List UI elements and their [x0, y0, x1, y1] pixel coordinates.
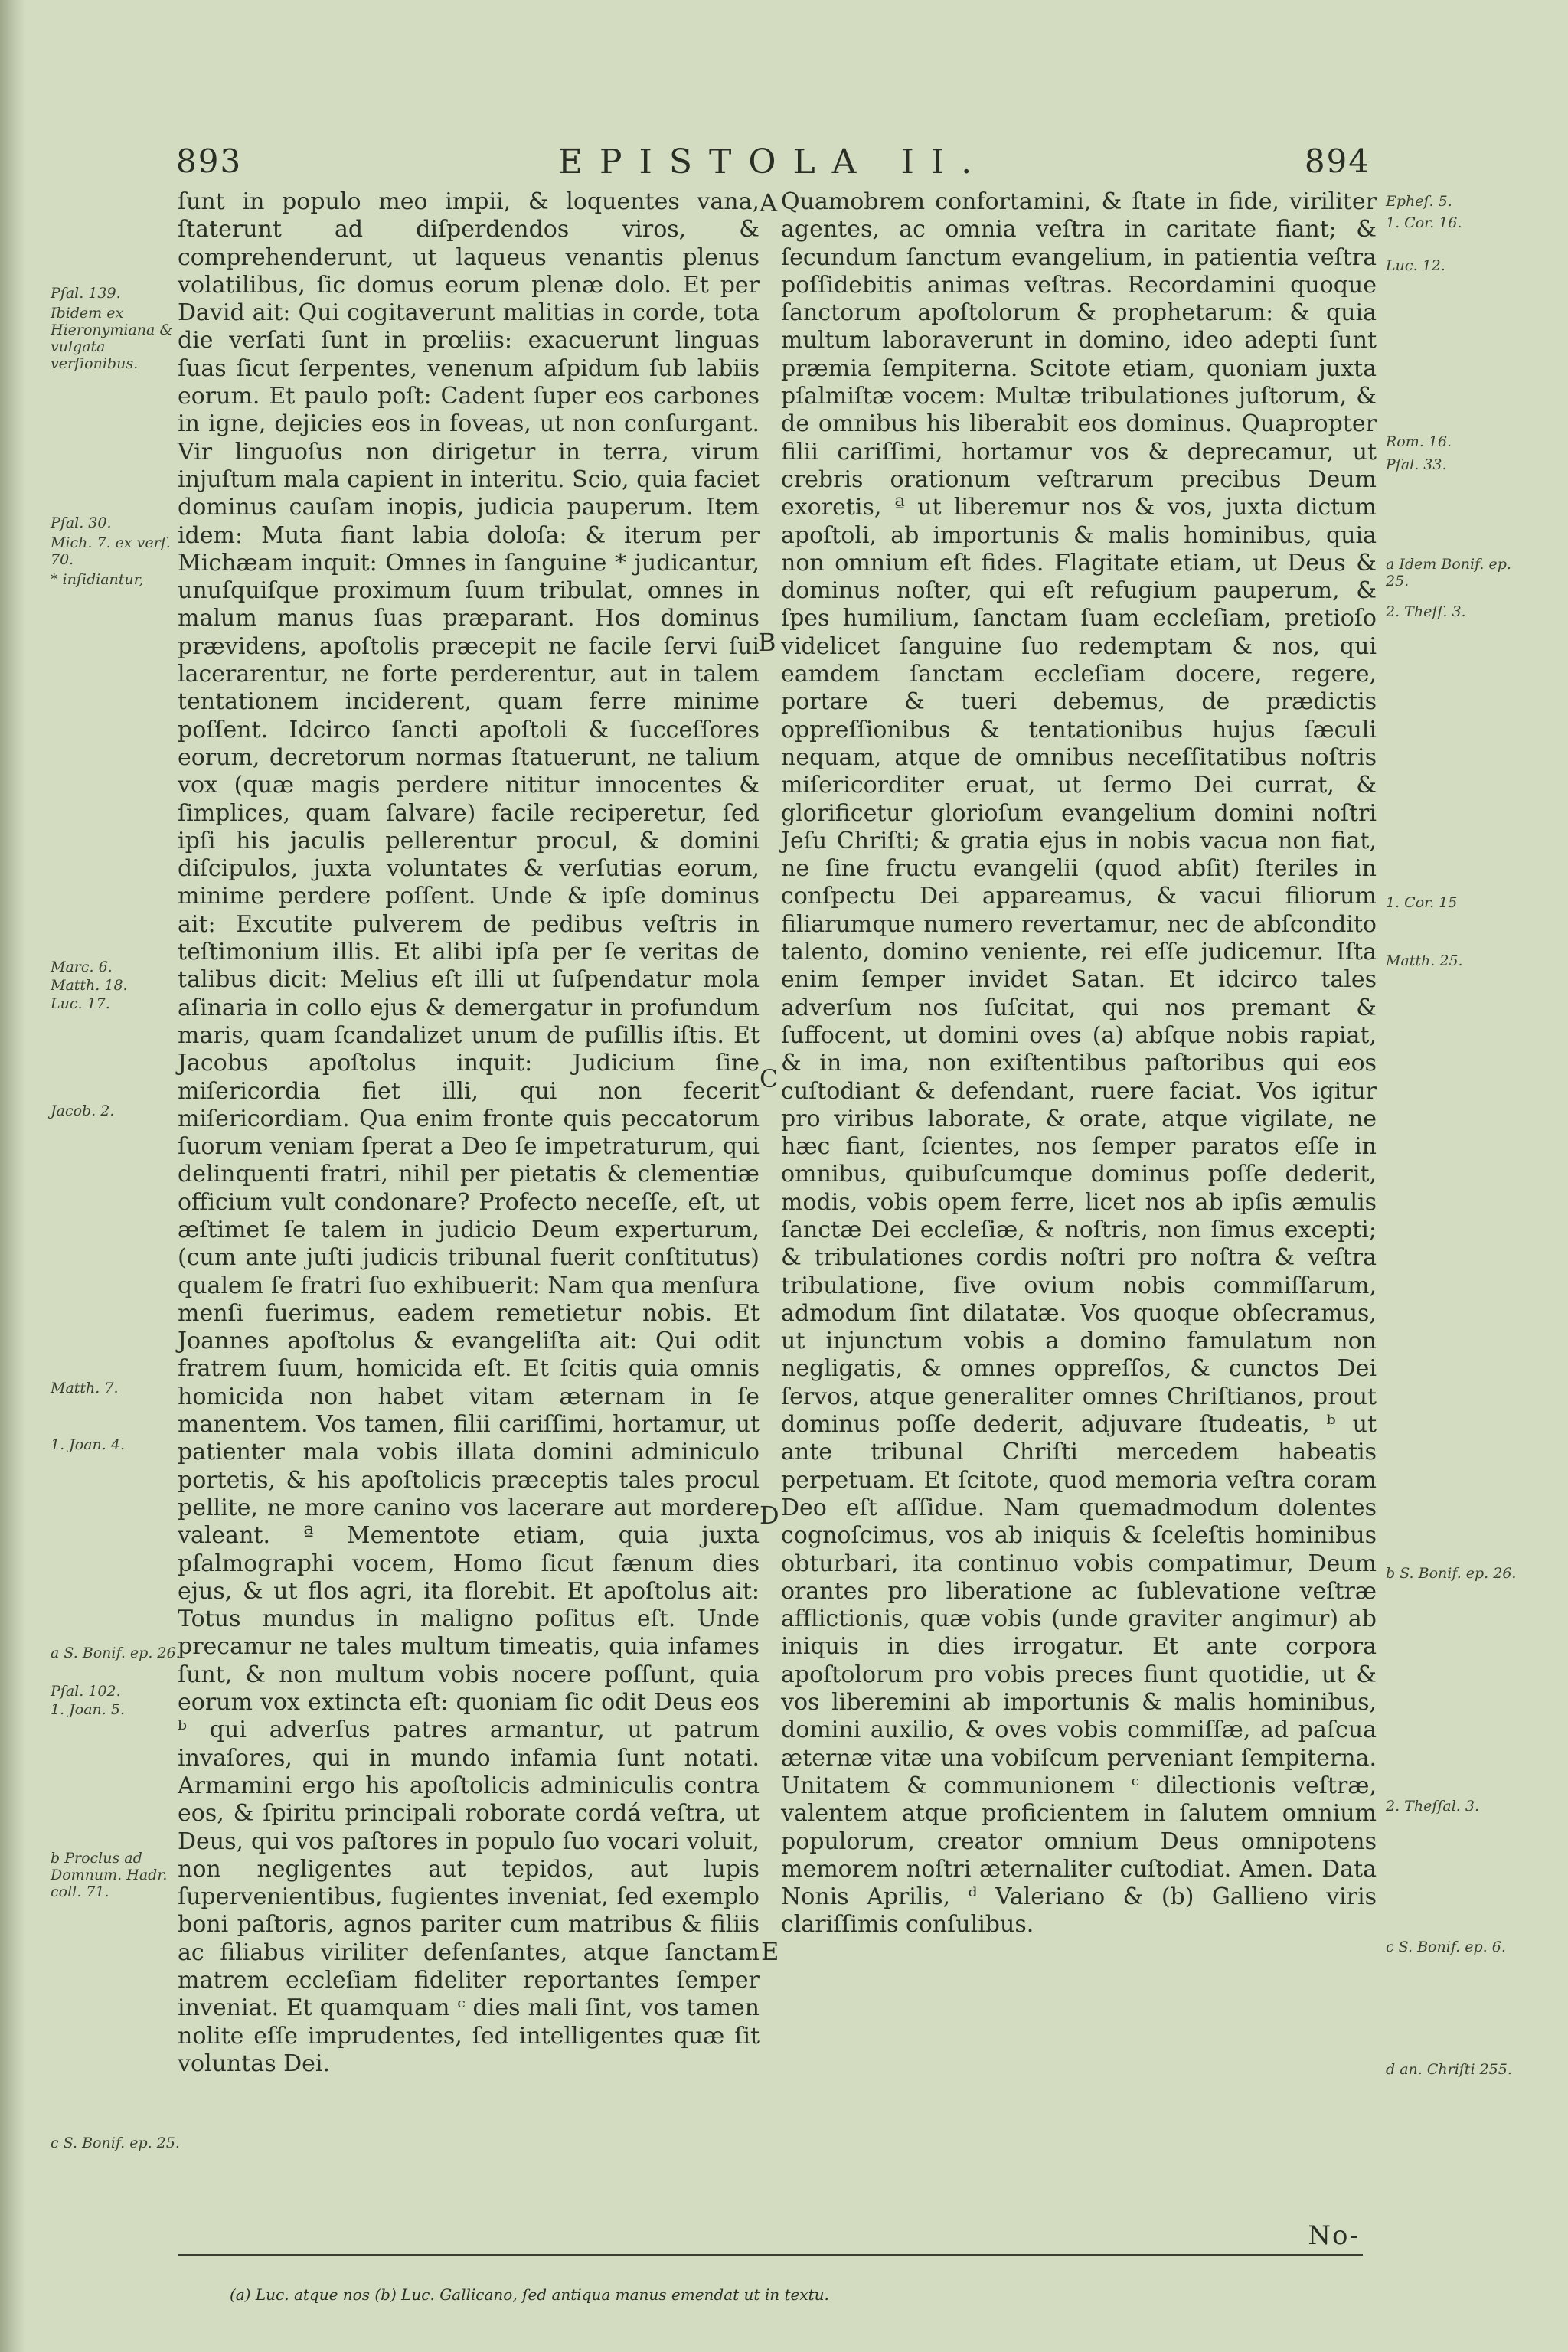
right-column-text: Quamobrem confortamini, & ſtate in fide, viriliter agentes, ac omnia veſtra in caritate fiant; & ſecundum ſanctum evangelium, in patientia veſtra poſſidebitis animas veſtras. Recordamini quoque ſanctorum apoſtolorum & prophetarum: & quia multum laboraverunt in domino, ideo adepti ſunt præmia ſempiterna. Scitote etiam, quoniam juxta pſalmiſtæ vocem: Multæ tribulationes juſtorum, & de omnibus his liberabit eos dominus. Quapropter filii cariſſimi, hortamur vos & deprecamur, ut crebris orationum veſtrarum precibus Deum exoretis, ª ut liberemur nos & vos, juxta dictum apoſtoli, ab importunis & malis hominibus, quia non omnium eſt fides. Flagitate etiam, ut Deus & dominus noſter, qui eſt refugium pauperum, & ſpes humilium, ſanctam ſuam eccleſiam, pretioſo videlicet ſanguine ſuo redemptam & nos, qui eamdem ſanctam eccleſiam docere, regere, portare & tueri debemus, de prædictis oppreſſionibus & tentationibus hujus ſæculi nequam, atque de omnibus neceſſitatibus noſtris miſericorditer eruat, ut ſermo Dei currat, & glorificetur glorioſum evangelium domini noſtri Jeſu Chriſti; & gratia ejus in nobis vacua non fiat, ne ſine fructu evangelii (quod abſit) ſteriles in conſpectu Dei appareamus, & vacui filiorum filiarumque numero revertamur, nec de abſcondito talento, domino veniente, rei eſſe judicemur. Iſta enim ſemper invidet Satan. Et idcirco tales adverſum nos ſuſcitat, qui nos premant & ſuffocent, ut domini oves (a) abſque nobis rapiat, & in ima, non exiſtentibus paſtoribus qui eos cuſtodiant & defendant, ruere faciat. Vos igitur pro viribus laborate, & orate, atque vigilate, ne hæc fiant, ſcientes, nos ſemper paratos eſſe in omnibus, quibuſcumque dominus poſſe dederit, modis, vobis opem ferre, licet nos ab ipſis æmulis ſanctæ Dei eccleſiæ, & noſtris, non ſimus excepti; & tribulationes cordis noſtri pro noſtra & veſtra tribulatione, ſive ovium nobis commiſſarum, admodum ſint dilatatæ. Vos quoque obſecramus, ut injunctum vobis a domino famulatum non negligatis, & omnes oppreſſos, & cunctos Dei ſervos, atque generaliter omnes Chriſtianos, prout dominus poſſe dederit, adjuvare ſtudeatis, ᵇ ut ante tribunal Chriſti mercedem habeatis perpetuam. Et ſcitote, quod memoria veſtra coram Deo eſt aſſidue. Nam quemadmodum dolentes cognoſcimus, vos ab iniquis & ſceleſtis hominibus obturbari, ita continuo vobis compatimur, Deum orantes pro liberatione ac ſublevatione veſtræ afflictionis, quæ vobis (unde graviter angimur) ab iniquis in dies irrogatur. Et ante corpora apoſtolorum pro vobis preces fiunt quotidie, ut & vos liberemini ab importunis & malis hominibus, domini auxilio, & oves vobis commiſſæ, ad paſcua æternæ vitæ una vobiſcum perveniant ſempiterna. Unitatem & communionem ᶜ dilectionis veſtræ, valentem atque proficientem in ſalutem omnium populorum, creator omnium Deus omnipotens memorem noſtri æternaliter cuſtodiat. Amen. Data Nonis Aprilis, ᵈ Valeriano & (b) Gallieno viris clariſſimis conſulibus. [781, 188, 1377, 1939]
margin-note-left: Jacob. 2. [51, 1102, 115, 1119]
margin-note-right: Epheſ. 5. [1386, 193, 1452, 210]
margin-note-left: Matth. 18. [51, 977, 128, 994]
section-letter-d: D [760, 1501, 779, 1530]
margin-note-right: 1. Cor. 15 [1386, 894, 1458, 911]
margin-note-left: Mich. 7. ex verſ. 70. [51, 534, 171, 568]
margin-note-left: c S. Bonif. ep. 25. [51, 2135, 180, 2151]
margin-note-right: 2. Theſſal. 3. [1386, 1798, 1479, 1815]
margin-note-left: * inſidiantur, [51, 571, 144, 588]
page-number-right: 894 [1304, 142, 1370, 180]
margin-note-left: 1. Joan. 4. [51, 1436, 125, 1453]
margin-note-left: Marc. 6. [51, 959, 113, 975]
margin-note-left: Pſal. 139. [51, 285, 121, 302]
running-header [176, 142, 1370, 188]
margin-note-right: b S. Bonif. ep. 26. [1386, 1565, 1517, 1582]
margin-note-right: c S. Bonif. ep. 6. [1386, 1939, 1506, 1955]
margin-note-left: Ibidem ex Hieronymiana & vulgata verſionibus. [51, 305, 173, 372]
margin-note-left: Matth. 7. [51, 1380, 119, 1396]
margin-note-right: 1. Cor. 16. [1386, 214, 1462, 231]
margin-note-right: Luc. 12. [1386, 257, 1446, 274]
margin-note-left: 1. Joan. 5. [51, 1701, 125, 1718]
page-number-left: 893 [176, 142, 243, 180]
section-letter-c: C [760, 1064, 779, 1093]
left-column [178, 188, 760, 2078]
margin-note-left: Pſal. 102. [51, 1683, 121, 1700]
catchword: No- [1308, 2220, 1360, 2251]
left-column-text: ſunt in populo meo impii, & loquentes vana, ſtaterunt ad diſperdendos viros, & comprehenderunt, ut laqueus venantis plenus volatilibus, ſic domus eorum plenæ dolo. Et per David ait: Qui cogitaverunt malitias in corde, tota die verſati ſunt in prœliis: exacuerunt linguas ſuas ſicut ſerpentes, venenum aſpidum ſub labiis eorum. Et paulo poſt: Cadent ſuper eos carbones in igne, dejicies eos in foveas, ut non conſurgant. Vir linguoſus non dirigetur in terra, virum injuſtum mala capient in interitu. Scio, quia faciet dominus cauſam inopis, judicia pauperum. Item idem: Muta fiant labia doloſa: & iterum per Michæam inquit: Omnes in ſanguine * judicantur, unuſquiſque proximum ſuum tribulat, omnes in malum manus ſuas præparant. Hos dominus prævidens, apoſtolis præcepit ne facile ſervi ſui lacerarentur, ne forte perderentur, aut in talem tentationem inciderent, quam ferre minime poſſent. Idcirco ſancti apoſtoli & ſucceſſores eorum, decretorum normas ſtatuerunt, ne talium vox (quæ magis perdere nititur innocentes & ſimplices, quam ſalvare) facile reciperetur, ſed ipſi his jaculis pellerentur procul, & domini diſcipulos, juxta voluntates & verſutias eorum, minime perdere poſſent. Unde & ipſe dominus ait: Excutite pulverem de pedibus veſtris in teſtimonium illis. Et alibi ipſa per ſe veritas de talibus dicit: Melius eſt illi ut ſuſpendatur mola aſinaria in collo ejus & demergatur in profundum maris, quam ſcandalizet unum de puſillis iſtis. Et Jacobus apoſtolus inquit: Judicium ſine miſericordia fiet illi, qui non fecerit miſericordiam. Qua enim fronte quis peccatorum ſuorum veniam ſperat a Deo ſe impetraturum, qui delinquenti fratri, nihil per pietatis & clementiæ officium vult condonare? Profecto neceſſe, eſt, ut æſtimet ſe talem in judicio Deum experturum, (cum ante juſti judicis tribunal fuerit conſtitutus) qualem ſe fratri ſuo exhibuerit: Nam qua menſura menſi fuerimus, eadem remetietur nobis. Et Joannes apoſtolus & evangeliſta ait: Qui odit fratrem ſuum, homicida eſt. Et ſcitis quia omnis homicida non habet vitam æternam in ſe manentem. Vos tamen, filii cariſſimi, hortamur, ut patienter mala vobis illata domini adminiculo portetis, & his apoſtolicis præceptis tales procul pellite, ne more canino vos lacerare aut mordere valeant. ª Mementote etiam, quia juxta pſalmographi vocem, Homo ſicut fænum dies ejus, & ut flos agri, ita florebit. Et apoſtolus ait: Totus mundus in maligno poſitus eſt. Unde precamur ne tales multum timeatis, quia infames ſunt, & non multum vobis nocere poſſunt, quia eorum vox extincta eſt: quoniam ſic odit Deus eos ᵇ qui adverſus patres armantur, ut patrum invaſores, qui in mundo infamia ſunt notati. Armamini ergo his apoſtolicis adminiculis contra eos, & ſpiritu principali roborate cordá veſtra, ut Deus, qui vos paſtores in populo ſuo vocari voluit, non negligentes aut tepidos, aut lupis ſupervenientibus, fugientes inveniat, ſed exemplo boni paſtoris, agnos pariter cum matribus & filiis ac filiabus viriliter defenſantes, atque ſanctam matrem eccleſiam fideliter reportantes ſemper inveniat. Et quamquam ᶜ dies mali ſint, vos tamen nolite eſſe imprudentes, ſed intelligentes quæ ſit voluntas Dei. [178, 188, 760, 2077]
margin-note-left: a S. Bonif. ep. 26. [51, 1645, 181, 1661]
margin-note-left: Pſal. 30. [51, 514, 112, 531]
margin-note-right: a Idem Bonif. ep. 25. [1386, 556, 1511, 590]
footnote-rule [178, 2254, 1363, 2256]
section-letter-a: A [760, 188, 778, 217]
margin-note-right: Rom. 16. [1386, 433, 1452, 450]
right-column [781, 188, 1377, 1939]
margin-note-right: Matth. 25. [1386, 952, 1463, 969]
margin-note-left: Luc. 17. [51, 995, 110, 1012]
binding-gutter [0, 0, 26, 2352]
margin-note-left: b Proclus ad Domnum. Hadr. coll. 71. [51, 1850, 168, 1900]
running-title: EPISTOLA II. [557, 142, 989, 181]
footnote: (a) Luc. atque nos (b) Luc. Gallicano, ſed antiqua manus emendat ut in textu. [230, 2285, 829, 2304]
margin-note-right: 2. Theſſ. 3. [1386, 603, 1466, 620]
margin-note-right: d an. Chriſti 255. [1386, 2061, 1512, 2078]
margin-note-right: Pſal. 33. [1386, 456, 1447, 473]
section-letter-b: B [758, 628, 776, 657]
section-letter-e: E [761, 1937, 779, 1966]
